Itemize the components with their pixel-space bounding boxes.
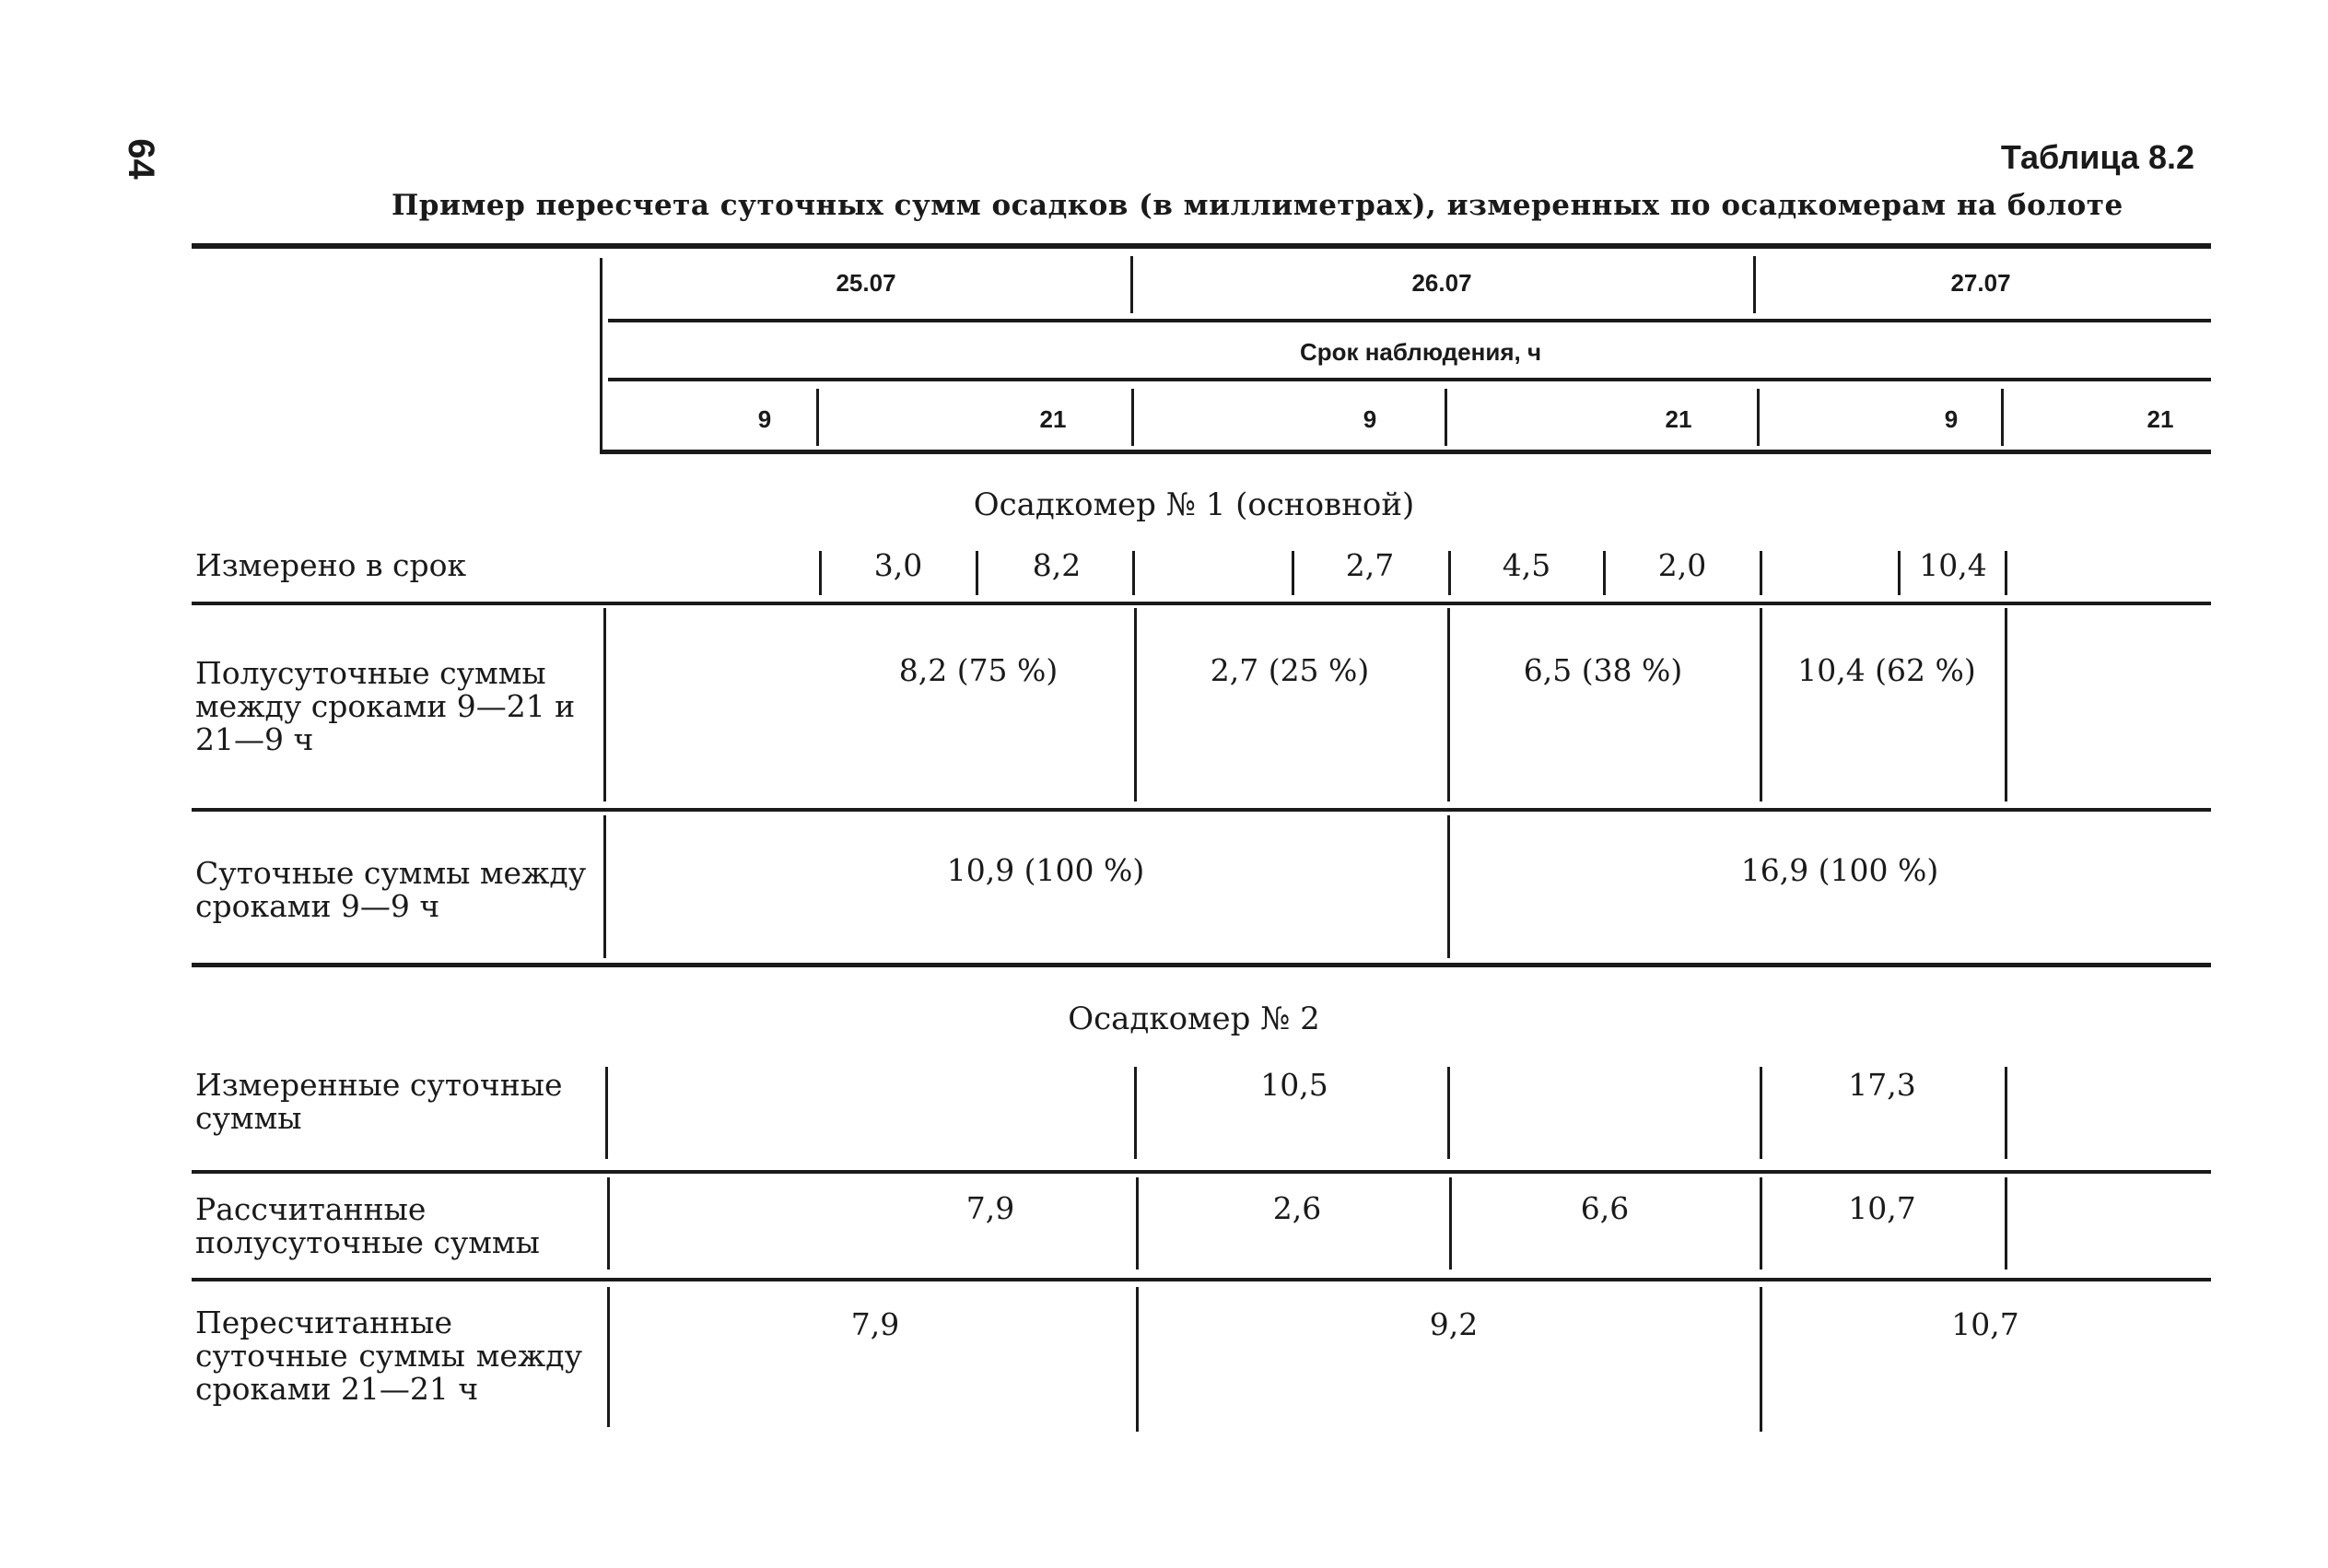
half-daily-value: 6,5 (38 %)	[1523, 652, 1683, 688]
cell-divider	[2005, 1067, 2007, 1159]
recalc-value: 10,7	[1951, 1306, 2019, 1342]
header-rule	[608, 319, 2211, 322]
section1-title: Осадкомер № 1 (основной)	[973, 486, 1415, 523]
measured-value: 2,0	[1657, 547, 1707, 583]
header-hour: 21	[2147, 405, 2174, 433]
cell-divider	[603, 608, 606, 802]
calc-half-value: 6,6	[1580, 1190, 1630, 1226]
cell-divider	[1760, 1177, 1762, 1270]
header-date-1: 25.07	[836, 269, 896, 297]
measured-daily-row-label: Измеренные суточные суммы	[195, 1067, 563, 1136]
cell-divider	[1760, 551, 1762, 595]
daily-value: 10,9 (100 %)	[946, 852, 1145, 888]
section2-title: Осадкомер № 2	[1068, 1000, 1320, 1037]
table-top-rule	[192, 243, 2211, 249]
measured-value: 4,5	[1502, 547, 1551, 583]
header-rule	[608, 378, 2211, 381]
cell-divider	[1134, 608, 1137, 802]
header-divider	[816, 389, 819, 446]
header-hour: 21	[1039, 405, 1067, 433]
calc-half-value: 10,7	[1848, 1190, 1916, 1226]
header-divider	[1130, 256, 1133, 313]
measured-value: 8,2	[1032, 547, 1082, 583]
half-daily-value: 8,2 (75 %)	[898, 652, 1059, 688]
measured-daily-value: 10,5	[1260, 1067, 1328, 1103]
header-date-3: 27.07	[1950, 269, 2011, 297]
cell-divider	[819, 551, 822, 595]
measured-row-label: Измерено в срок	[195, 547, 467, 583]
header-hour: 9	[757, 405, 772, 433]
calc-half-value: 7,9	[965, 1190, 1015, 1226]
row-rule	[192, 808, 2211, 812]
recalc-value: 9,2	[1429, 1306, 1479, 1342]
cell-divider	[1132, 551, 1135, 595]
table-title: Пример пересчета суточных сумм осадков (в миллиметрах), измеренных по осадкомерам на болоте	[392, 189, 2123, 222]
cell-divider	[1760, 1287, 1762, 1432]
cell-divider	[1448, 551, 1451, 595]
cell-divider	[1898, 551, 1901, 595]
measured-daily-value: 17,3	[1848, 1067, 1916, 1103]
header-divider	[1131, 389, 1134, 446]
header-divider	[2001, 389, 2004, 446]
row-rule	[192, 1278, 2211, 1281]
header-divider	[1753, 256, 1756, 313]
cell-divider	[1447, 1067, 1450, 1159]
cell-divider	[607, 1177, 610, 1270]
cell-divider	[976, 551, 978, 595]
daily-value: 16,9 (100 %)	[1740, 852, 1939, 888]
half-daily-value: 2,7 (25 %)	[1210, 652, 1370, 688]
daily-row-label: Суточные суммы между сроками 9—9 ч	[195, 855, 587, 924]
recalc-row-label: Пересчитанные суточные суммы между сроками 21—21 ч	[195, 1305, 582, 1407]
table-label: Таблица 8.2	[2000, 138, 2194, 176]
page-number: 64	[120, 138, 161, 180]
measured-value: 2,7	[1345, 547, 1395, 583]
cell-divider	[2005, 1177, 2007, 1270]
header-bottom-rule	[600, 450, 2211, 454]
header-hour: 9	[1363, 405, 1377, 433]
cell-divider	[1760, 1067, 1762, 1159]
measured-value: 3,0	[873, 547, 923, 583]
cell-divider	[2005, 608, 2007, 802]
cell-divider	[1449, 1177, 1452, 1270]
cell-divider	[2005, 551, 2007, 595]
header-divider	[1757, 389, 1760, 446]
cell-divider	[603, 815, 606, 958]
cell-divider	[1134, 1067, 1137, 1159]
half-daily-row-label: Полусуточные суммы между сроками 9—21 и 21—9 ч	[195, 655, 576, 757]
header-left-border	[600, 258, 602, 453]
recalc-value: 7,9	[850, 1306, 900, 1342]
header-hour: 9	[1944, 405, 1959, 433]
header-hour: 21	[1665, 405, 1692, 433]
calc-half-value: 2,6	[1272, 1190, 1322, 1226]
cell-divider	[1447, 815, 1450, 958]
cell-divider	[1292, 551, 1294, 595]
calc-half-row-label: Рассчитанные полусуточные суммы	[195, 1191, 540, 1260]
half-daily-value: 10,4 (62 %)	[1797, 652, 1976, 688]
cell-divider	[1136, 1177, 1139, 1270]
cell-divider	[605, 1067, 608, 1159]
row-rule	[192, 602, 2211, 605]
section-rule	[192, 963, 2211, 967]
cell-divider	[607, 1287, 610, 1427]
header-divider	[1445, 389, 1447, 446]
row-rule	[192, 1170, 2211, 1174]
cell-divider	[1603, 551, 1606, 595]
header-date-2: 26.07	[1411, 269, 1472, 297]
cell-divider	[1760, 608, 1762, 802]
cell-divider	[1447, 608, 1450, 802]
cell-divider	[1136, 1287, 1139, 1432]
measured-value: 10,4	[1919, 547, 1987, 583]
observation-time-label: Срок наблюдения, ч	[1299, 338, 1542, 366]
